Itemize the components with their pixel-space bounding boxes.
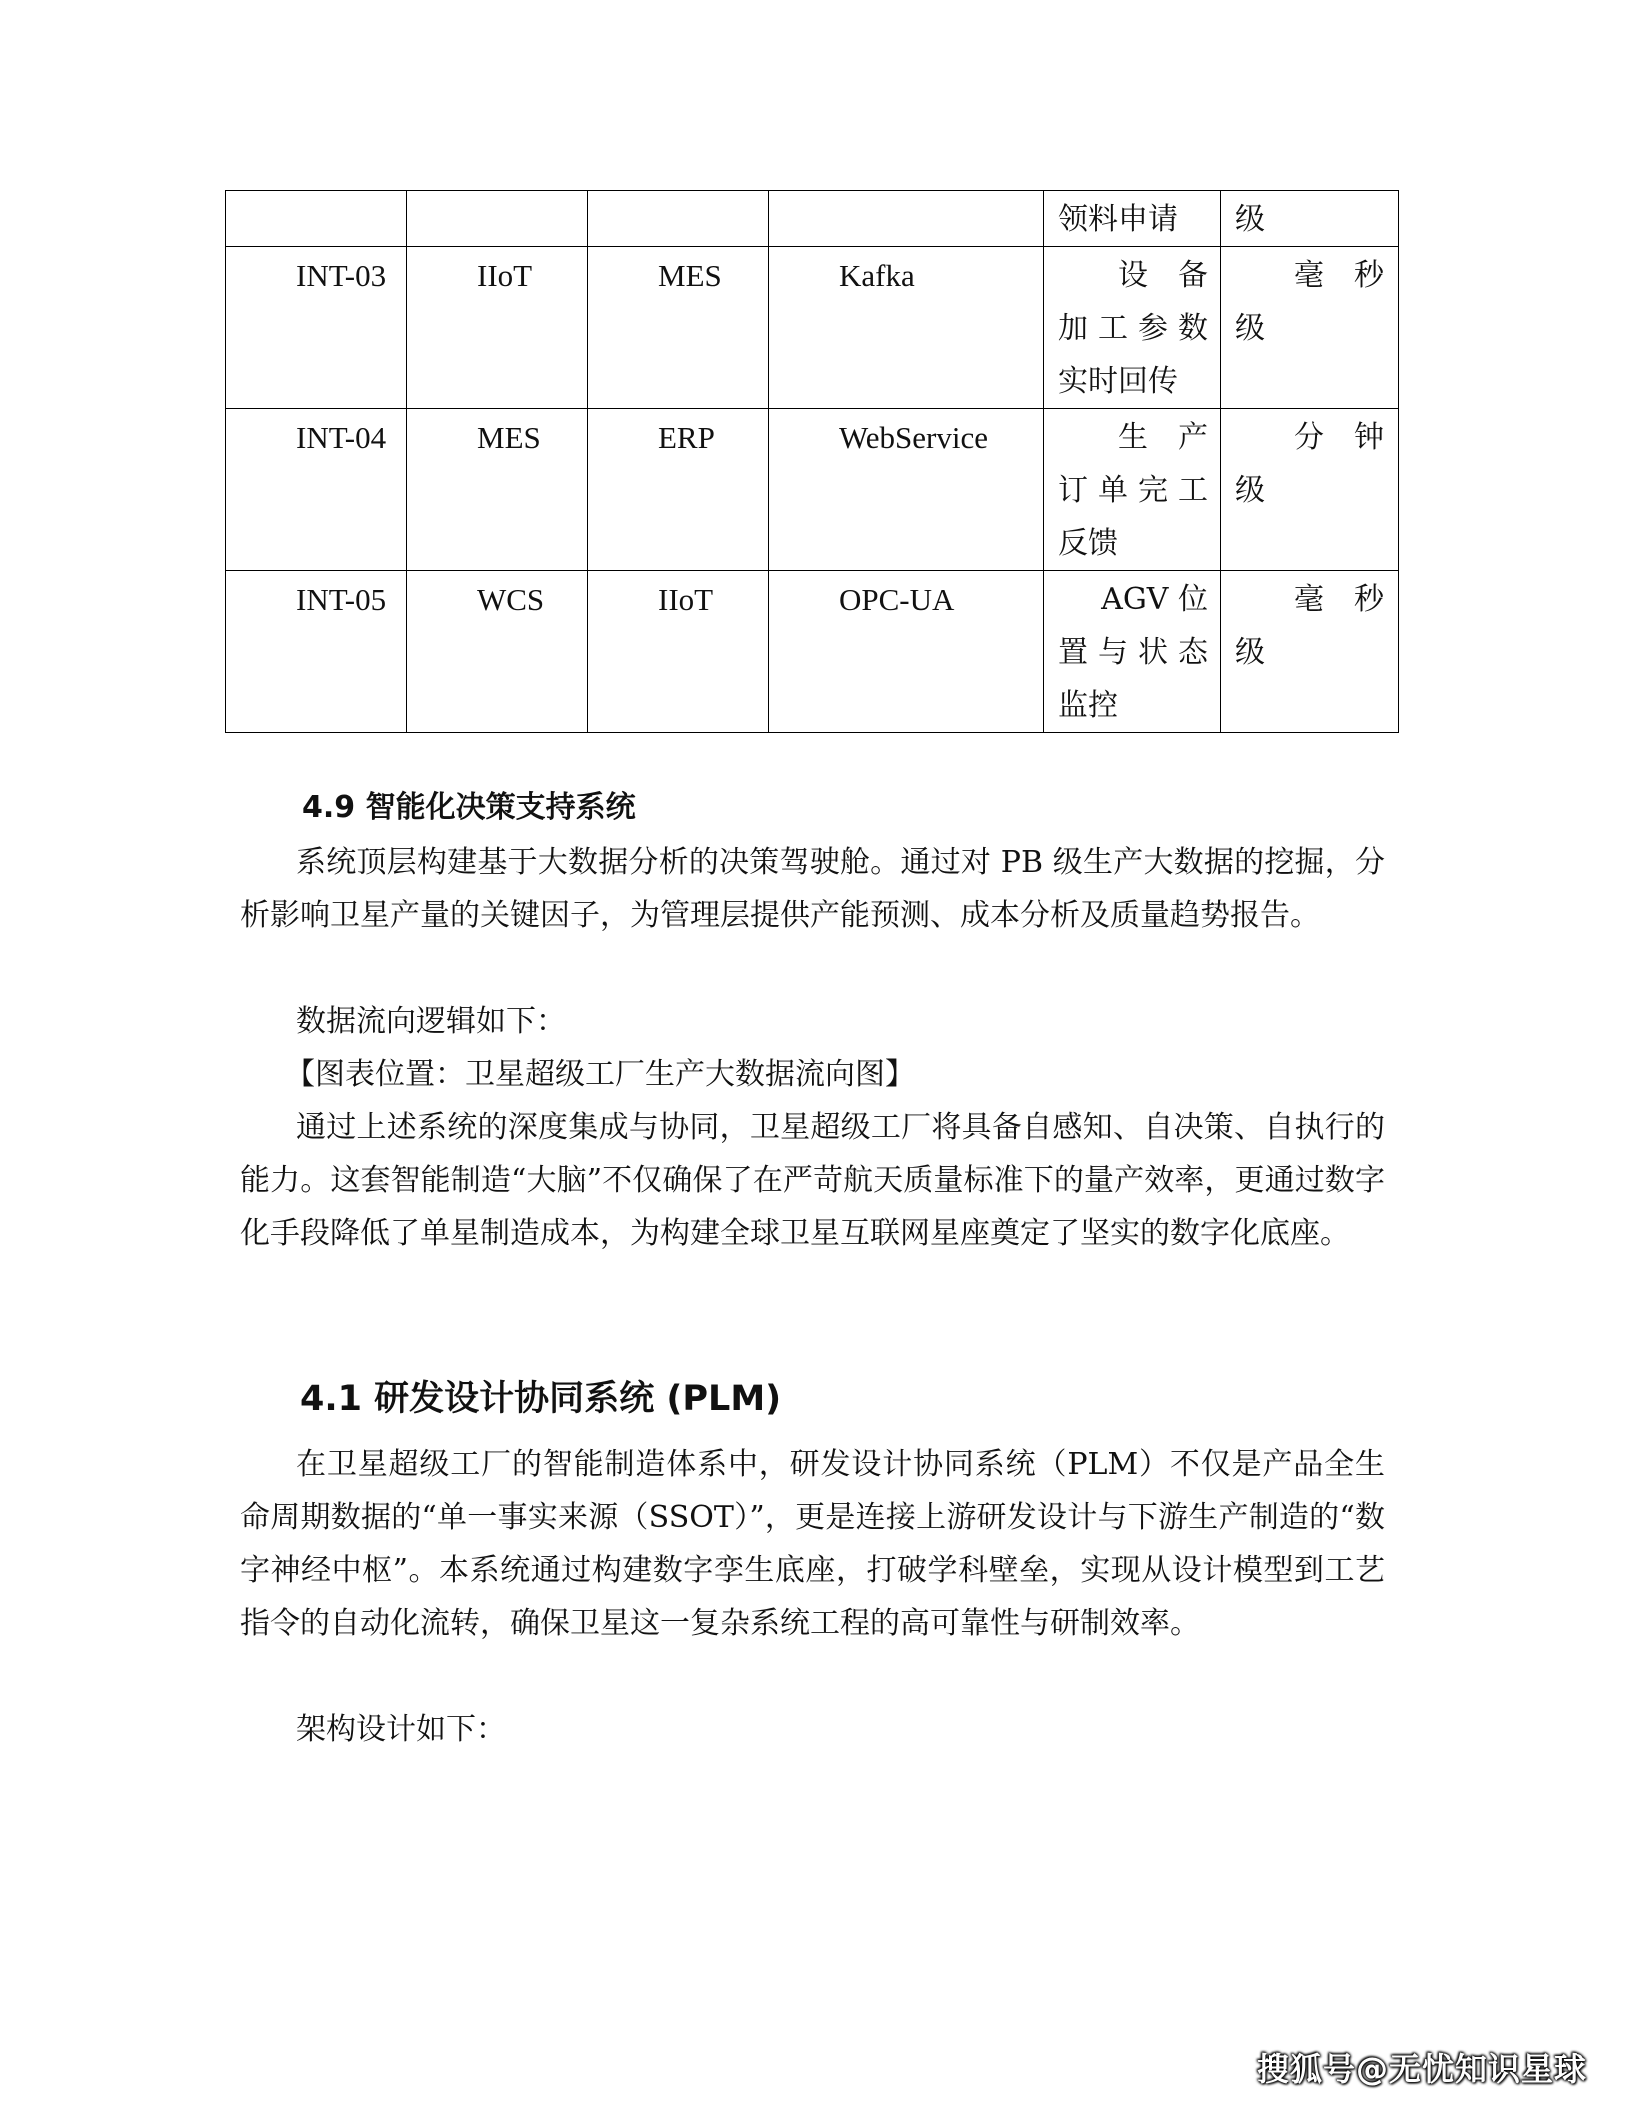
target-system-cell: ERP	[588, 409, 769, 571]
section-4-9-heading: 4.9 智能化决策支持系统	[302, 790, 636, 825]
description-line: 加工参数	[1058, 311, 1208, 346]
latency-line: 级	[1235, 202, 1265, 237]
latency-cell	[1221, 247, 1399, 409]
section-4-1-heading: 4.1 研发设计协同系统 (PLM)	[300, 1379, 782, 1419]
latency-line: 级	[1235, 473, 1265, 508]
description-line: 设 备	[1118, 258, 1208, 293]
protocol-cell	[769, 191, 1044, 247]
table-row	[226, 191, 1399, 247]
latency-line: 级	[1235, 311, 1265, 346]
latency-cell	[1221, 191, 1399, 247]
figure-placeholder: 【图表位置：卫星超级工厂生产大数据流向图】	[285, 1057, 915, 1092]
latency-line: 毫 秒	[1294, 582, 1384, 617]
section-4-1-paragraph-2: 架构设计如下：	[296, 1712, 506, 1747]
interface-id-cell	[226, 191, 407, 247]
target-system-cell: MES	[588, 247, 769, 409]
source-system-cell: IIoT	[407, 247, 588, 409]
description-cell	[1044, 247, 1221, 409]
latency-line: 级	[1235, 635, 1265, 670]
description-line: 订单完工	[1058, 473, 1208, 508]
protocol-cell: Kafka	[769, 247, 1044, 409]
protocol-cell: OPC-UA	[769, 571, 1044, 733]
section-4-9-paragraph-2: 数据流向逻辑如下：	[296, 1004, 566, 1039]
table-row	[226, 409, 1399, 571]
table-row	[226, 247, 1399, 409]
description-line: AGV 位	[1101, 582, 1208, 617]
description-cell	[1044, 571, 1221, 733]
section-4-1-paragraph-1: 在卫星超级工厂的智能制造体系中，研发设计协同系统（PLM）不仅是产品全生命周期数据的“单一事实来源（SSOT）”，更是连接上游研发设计与下游生产制造的“数字神经中枢”。本系统通过构建数字孪生底座，打破学科壁垒，实现从设计模型到工艺指令的自动化流转，确保卫星这一复杂系统工程的高可靠性与研制效率。	[240, 1447, 1385, 1641]
description-line: 实时回传	[1058, 364, 1178, 399]
description-cell	[1044, 191, 1221, 247]
description-line: 领料申请	[1058, 202, 1178, 237]
interface-id-cell: INT-04	[226, 409, 407, 571]
protocol-cell: WebService	[769, 409, 1044, 571]
section-4-9-paragraph-1: 系统顶层构建基于大数据分析的决策驾驶舱。通过对 PB 级生产大数据的挖掘，分析影响卫星产量的关键因子，为管理层提供产能预测、成本分析及质量趋势报告。	[240, 845, 1385, 933]
target-system-cell: IIoT	[588, 571, 769, 733]
description-line: 反馈	[1058, 526, 1118, 561]
interface-table	[225, 190, 1399, 733]
latency-line: 分 钟	[1294, 420, 1384, 455]
table-row	[226, 571, 1399, 733]
description-line: 生 产	[1118, 420, 1208, 455]
source-system-cell	[407, 191, 588, 247]
watermark: 搜狐号@无忧知识星球	[1256, 2050, 1587, 2088]
target-system-cell	[588, 191, 769, 247]
interface-id-cell: INT-05	[226, 571, 407, 733]
interface-id-cell: INT-03	[226, 247, 407, 409]
description-line: 监控	[1058, 688, 1118, 723]
description-line: 置与状态	[1058, 635, 1208, 670]
latency-line: 毫 秒	[1294, 258, 1384, 293]
source-system-cell: MES	[407, 409, 588, 571]
source-system-cell: WCS	[407, 571, 588, 733]
description-cell	[1044, 409, 1221, 571]
section-4-9-paragraph-3: 通过上述系统的深度集成与协同，卫星超级工厂将具备自感知、自决策、自执行的能力。这套智能制造“大脑”不仅确保了在严苛航天质量标准下的量产效率，更通过数字化手段降低了单星制造成本，为构建全球卫星互联网星座奠定了坚实的数字化底座。	[240, 1110, 1385, 1251]
latency-cell	[1221, 571, 1399, 733]
latency-cell	[1221, 409, 1399, 571]
